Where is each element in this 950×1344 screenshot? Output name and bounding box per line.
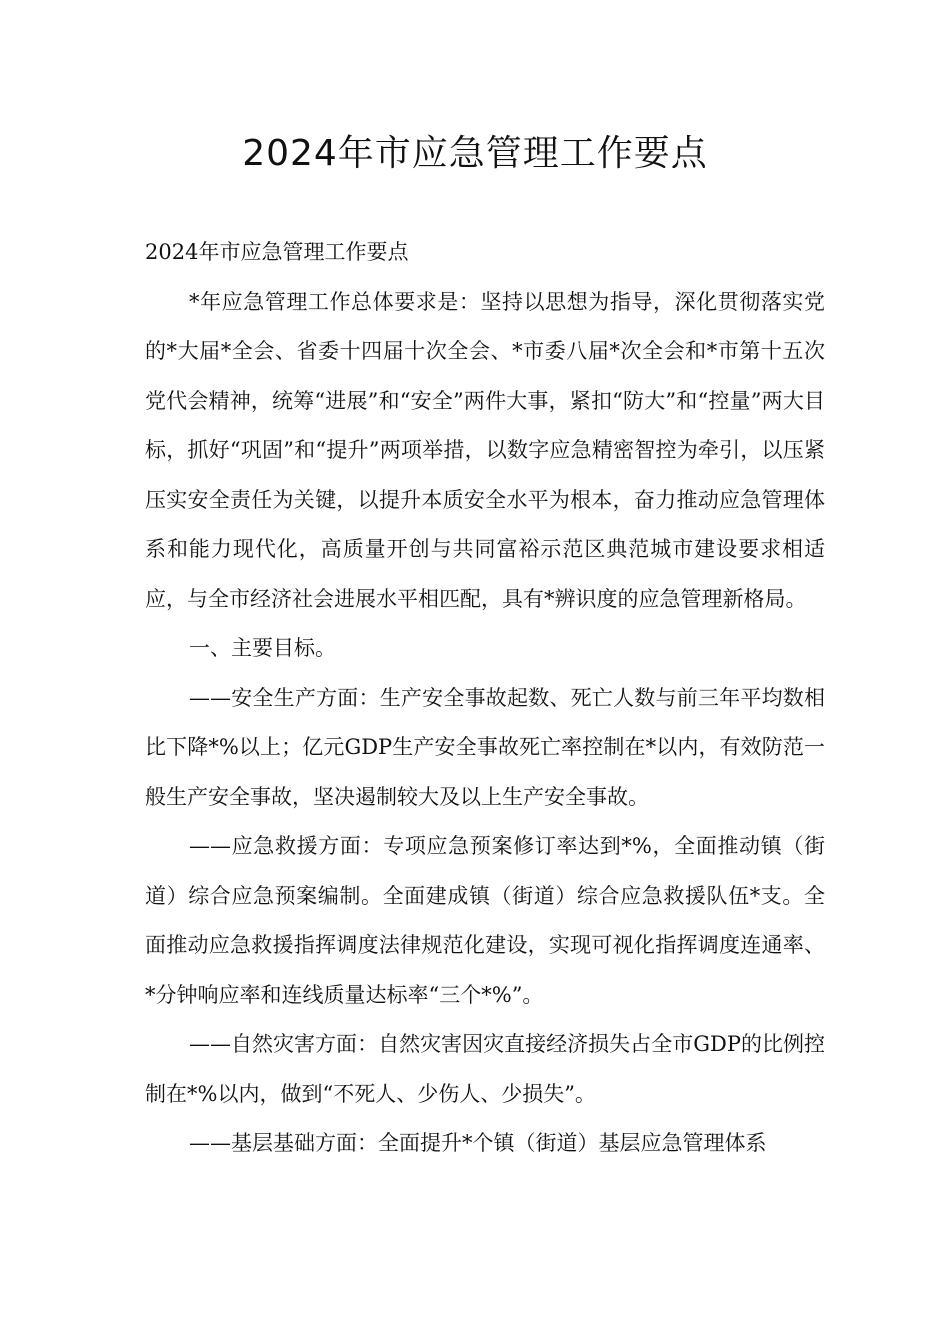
document-title: 2024年市应急管理工作要点 bbox=[242, 133, 708, 174]
paragraph-emergency-rescue: ——应急救援方面：专项应急预案修订率达到*%，全面推动镇（街道）综合应急预案编制。全面建成镇（街道）综合应急救援队伍*支。全面推动应急救援指挥调度法律规范化建设，实现可视化指挥调度连通率、*分钟响应率和连线质量达标率“三个*%”。 bbox=[145, 834, 825, 1007]
document-subtitle: 2024年市应急管理工作要点 bbox=[145, 240, 409, 264]
paragraph-natural-disasters: ——自然灾害方面：自然灾害因灾直接经济损失占全市GDP的比例控制在*%以内，做到“不死人、少伤人、少损失”。 bbox=[145, 1032, 825, 1106]
document-body bbox=[145, 228, 825, 1169]
paragraph-general-requirements: *年应急管理工作总体要求是：坚持以思想为指导，深化贯彻落实党的*大届*全会、省委十四届十次全会、*市委八届*次全会和*市第十五次党代会精神，统筹“进展”和“安全”两件大事，紧扣“防大”和“控量”两大目标，抓好“巩固”和“提升”两项举措，以数字应急精密智控为牵引，以压紧压实安全责任为关键，以提升本质安全水平为根本，奋力推动应急管理体系和能力现代化，高质量开创与共同富裕示范区典范城市建设要求相适应，与全市经济社会进展水平相匹配，具有*辨识度的应急管理新格局。 bbox=[145, 289, 825, 611]
paragraph-safety-production: ——安全生产方面：生产安全事故起数、死亡人数与前三年平均数相比下降*%以上；亿元GDP生产安全事故死亡率控制在*以内，有效防范一般生产安全事故，坚决遏制较大及以上生产安全事故。 bbox=[145, 685, 825, 809]
paragraph-grassroots-foundation: ——基层基础方面：全面提升*个镇（街道）基层应急管理体系 bbox=[189, 1131, 767, 1155]
section-heading-main-goals: 一、主要目标。 bbox=[189, 636, 336, 660]
